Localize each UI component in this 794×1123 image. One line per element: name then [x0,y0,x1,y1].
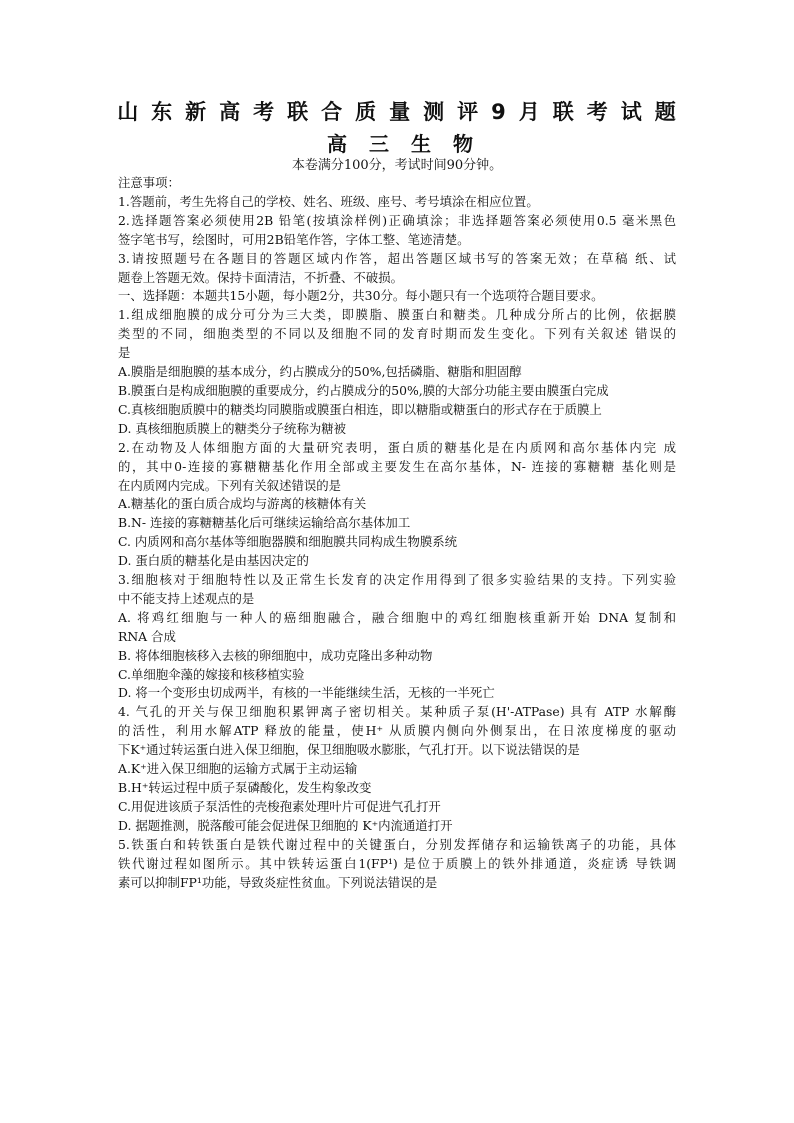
question-stem: 1.组成细胞膜的成分可分为三大类，即膜脂、膜蛋白和糖类。几种成分所占的比例，依据膜 [118,307,676,323]
answer-option: C. 内质网和高尔基体等细胞器膜和细胞膜共同构成生物膜系统 [118,534,458,550]
answer-option: A.K⁺进入保卫细胞的运输方式属于主动运输 [118,761,358,777]
question-stem: 3.细胞核对于细胞特性以及正常生长发育的决定作用得到了很多实验结果的支持。下列实验 [118,572,676,588]
question-stem: 2.在动物及人体细胞方面的大量研究表明，蛋白质的糖基化是在内质网和高尔基体内完 成 [118,439,676,455]
question-stem: 的，其中0-连接的寡糖糖基化作用全部或主要发生在高尔基体，N- 连接的寡糖糖 基化则是 [118,458,676,474]
exam-title: 山东新高考联合质量测评9月联考试题 [117,100,689,124]
answer-option: A.糖基化的蛋白质合成均与游离的核糖体有关 [118,496,367,512]
question-stem: 的活性，利用水解ATP 释放的能量，使H⁺ 从质膜内侧向外侧泵出，在日浓度梯度的驱动 [118,723,676,739]
question-stem: 铁代谢过程如图所示。其中铁转运蛋白1(FP¹) 是位于质膜上的铁外排通道，炎症诱 导铁调 [118,855,676,871]
answer-option: A. 将鸡红细胞与一种人的癌细胞融合，融合细胞中的鸡红细胞核重新开始 DNA 复制和 [118,609,676,625]
answer-option: B.N- 连接的寡糖糖基化后可继续运输给高尔基体加工 [118,515,411,531]
answer-option: C.真核细胞质膜中的糖类均同膜脂或膜蛋白相连，即以糖脂或糖蛋白的形式存在于质膜上 [118,401,602,417]
answer-option: B. 将体细胞核移入去核的卵细胞中，成功克隆出多种动物 [118,647,433,663]
answer-option: C.单细胞伞藻的嫁接和核移植实验 [118,666,305,682]
answer-option: D. 据题推测，脱落酸可能会促进保卫细胞的 K⁺内流通道打开 [118,817,453,833]
question-stem: 5.铁蛋白和转铁蛋白是铁代谢过程中的关键蛋白，分别发挥储存和运输铁离子的功能，具体 [118,836,676,852]
question-stem: 类型的不同，细胞类型的不同以及细胞不同的发育时期而发生变化。下列有关叙述 错误的 [118,326,676,342]
question-stem: 4. 气孔的开关与保卫细胞积累钾离子密切相关。某种质子泵(H'-ATPase) 具有 ATP 水解酶 [118,704,676,720]
question-stem: 是 [118,345,131,361]
notice-item: 签字笔书写，绘图时，可用2B铅笔作答，字体工整、笔迹清楚。 [118,231,470,247]
answer-option: B.膜蛋白是构成细胞膜的重要成分，约占膜成分的50%,膜的大部分功能主要由膜蛋白完成 [118,382,609,398]
answer-option: RNA 合成 [118,628,176,644]
answer-option: D. 真核细胞质膜上的糖类分子统称为糖被 [118,420,347,436]
answer-option: D. 蛋白质的糖基化是由基因决定的 [118,553,309,569]
exam-info: 本卷满分100分，考试时间90分钟。 [291,158,503,173]
answer-option: B.H⁺转运过程中质子泵磷酸化，发生构象改变 [118,780,372,795]
notice-item: 2.选择题答案必须使用2B 铅笔(按填涂样例)正确填涂；非选择题答案必须使用0.5 毫米黑色 [118,212,676,228]
section-heading: 一、选择题：本题共15小题，每小题2分，共30分。每小题只有一个选项符合题目要求。 [118,288,604,304]
question-stem: 中不能支持上述观点的是 [118,590,255,606]
question-stem: 下K⁺通过转运蛋白进入保卫细胞，保卫细胞吸水膨胀，气孔打开。以下说法错误的是 [118,742,580,758]
notice-item: 题卷上答题无效。保持卡面清洁，不折叠、不破损。 [118,269,403,285]
question-stem: 素可以抑制FP¹功能，导致炎症性贫血。下列说法错误的是 [118,874,438,890]
answer-option: D. 将一个变形虫切成两半，有核的一半能继续生活，无核的一半死亡 [118,685,495,701]
notice-item: 3.请按照题号在各题目的答题区域内作答，超出答题区域书写的答案无效；在草稿 纸、试 [118,250,676,266]
notice-heading: 注意事项： [118,175,180,190]
notice-item: 1.答题前，考生先将自己的学校、姓名、班级、座号、考号填涂在相应位置。 [118,193,539,209]
exam-body [118,174,676,892]
question-stem: 在内质网内完成。下列有关叙述错误的是 [118,477,342,493]
subject-title: 高三生物 [327,132,495,156]
answer-option: A.膜脂是细胞膜的基本成分，约占膜成分的50%,包括磷脂、糖脂和胆固醇 [118,364,522,380]
answer-option: C.用促进该质子泵活性的壳梭孢素处理叶片可促进气孔打开 [118,798,441,814]
